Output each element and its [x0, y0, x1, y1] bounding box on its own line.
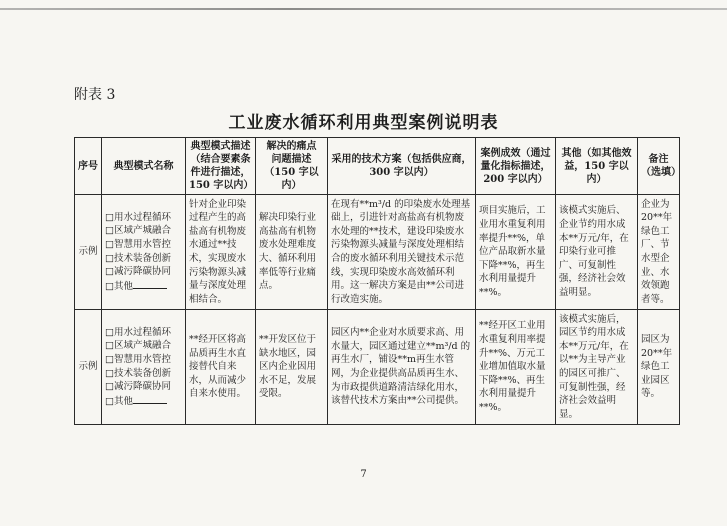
checkbox-icon: □ — [105, 225, 114, 237]
checkbox-icon: □ — [105, 238, 114, 250]
checkbox-icon: □ — [105, 367, 114, 379]
fill-in-blank — [133, 394, 167, 404]
header-pain-point: 解决的痛点 问题描述 （150 字以 内） — [256, 138, 328, 195]
checkbox-icon: □ — [105, 266, 114, 278]
checkbox-icon: □ — [105, 340, 114, 352]
mode-checkbox-list — [102, 195, 186, 310]
page-number: 7 — [360, 469, 367, 480]
mode-option: □用水过程循环 — [105, 326, 171, 338]
table-title: 工业废水循环利用典型案例说明表 — [228, 113, 499, 133]
mode-option: □区域产城融合 — [105, 340, 171, 352]
table-row — [75, 195, 680, 310]
checkbox-icon: □ — [105, 326, 114, 338]
row-index: 示例 — [75, 310, 102, 425]
case-description-table — [74, 137, 680, 425]
mode-option: □减污降碳协同 — [105, 381, 171, 393]
header-remarks: 备注 （选填） — [638, 138, 680, 195]
remarks-cell: 园区为20**年绿色工业园区等。 — [638, 310, 680, 425]
header-index: 序号 — [75, 138, 102, 195]
mode-option: □智慧用水管控 — [105, 238, 171, 250]
header-solution: 采用的技术方案（包括供应商， 300 字以内） — [328, 138, 476, 195]
header-other: 其他（如其他效 益，150 字以内） — [556, 138, 638, 195]
remarks-cell: 企业为20**年绿色工厂、节水型企业、水效领跑者等。 — [638, 195, 680, 310]
results-cell: 项目实施后，工业用水重复利用率提升**%，单位产品取新水量下降**%，再生水利用量提升**%。 — [476, 195, 556, 310]
row-index: 示例 — [75, 195, 102, 310]
table-row — [75, 310, 680, 425]
mode-checkbox-list — [102, 310, 186, 425]
header-mode-name: 典型模式名称 — [102, 138, 186, 195]
scan-top-rule — [0, 8, 727, 10]
mode-option: □区域产城融合 — [105, 225, 171, 237]
pain-point-cell: **开发区位于缺水地区，园区内企业因用水不足，发展受限。 — [256, 310, 328, 425]
annex-label: 附表 3 — [74, 87, 116, 103]
checkbox-icon: □ — [105, 280, 114, 292]
header-results: 案例成效（通过 量化指标描述， 200 字以内） — [476, 138, 556, 195]
header-row — [75, 138, 680, 195]
mode-option: □其他 — [105, 279, 182, 294]
mode-option: □智慧用水管控 — [105, 353, 171, 365]
mode-option: □其他 — [105, 394, 182, 409]
solution-cell: 园区内**企业对水质要求高、用水量大，园区通过建立**m³/d 的再生水厂，铺设**m再生水管网，为企业提供高品质再生水、为市政提供道路清洁绿化用水，该替代技术方案由**公司提供。 — [328, 310, 476, 425]
fill-in-blank — [133, 279, 167, 289]
checkbox-icon: □ — [105, 211, 114, 223]
pain-point-cell: 解决印染行业高盐高有机物废水处理难度大、循环利用率低等行业痛点。 — [256, 195, 328, 310]
mode-description-cell: **经开区将高品质再生水直接替代自来水，从而减少自来水使用。 — [186, 310, 256, 425]
mode-description-cell: 针对企业印染过程产生的高盐高有机物废水通过**技术，实现废水污染物源头减量与深度处理相结合。 — [186, 195, 256, 310]
checkbox-icon: □ — [105, 395, 114, 407]
results-cell: **经开区工业用水重复利用率提升**%、万元工业增加值取水量下降**%、再生水利用量提升**%。 — [476, 310, 556, 425]
solution-cell: 在现有**m³/d 的印染废水处理基础上，引进针对高盐高有机物废水处理的**技术，建设印染废水污染物源头减量与深度处理相结合的废水循环利用关键技术示范线，实现印染废水高效循环利用。这一解决方案是由**公司进行改造实施。 — [328, 195, 476, 310]
mode-option: □技术装备创新 — [105, 367, 171, 379]
mode-option: □减污降碳协同 — [105, 266, 171, 278]
other-cell: 该模式实施后、企业节约用水成本**万元/年，在印染行业可推广、可复制性强，经济社会效益明显。 — [556, 195, 638, 310]
checkbox-icon: □ — [105, 252, 114, 264]
other-cell: 该模式实施后，园区节约用水成本**万元/年，在以**为主导产业的园区可推广、可复制性强，经济社会效益明显。 — [556, 310, 638, 425]
mode-option: □技术装备创新 — [105, 252, 171, 264]
mode-option: □用水过程循环 — [105, 211, 171, 223]
header-mode-description: 典型模式描述 （结合要素条 件进行描述， 150 字以内） — [186, 138, 256, 195]
checkbox-icon: □ — [105, 353, 114, 365]
checkbox-icon: □ — [105, 381, 114, 393]
